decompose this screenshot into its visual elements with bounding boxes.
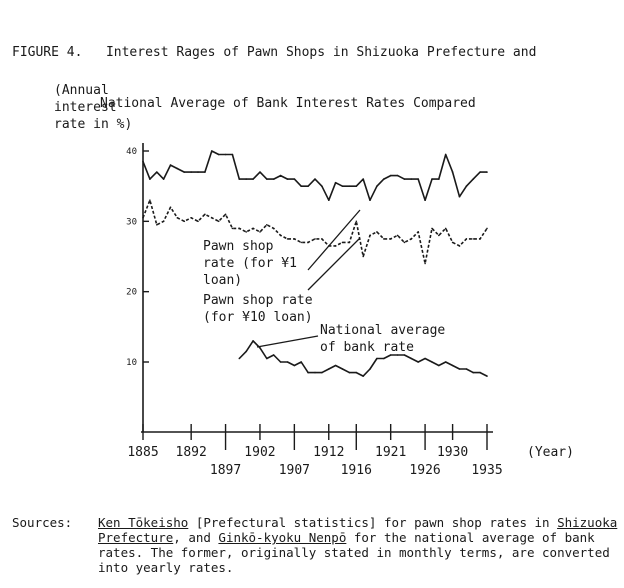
data-point-pawn-shop-rate-for-10-loan-1889 [170, 207, 172, 209]
data-point-pawn-shop-rate-for-10-loan-1900 [245, 231, 247, 233]
data-point-pawn-shop-rate-for-1-loan-1914 [342, 185, 344, 187]
data-point-pawn-shop-rate-for-1-loan-1887 [156, 171, 158, 173]
data-point-national-average-of-bank-rate-1930 [452, 365, 454, 367]
y-tick-label-10: 10 [126, 358, 137, 368]
data-point-national-average-of-bank-rate-1905 [280, 361, 282, 363]
series-line-pawn-shop-rate-for-1-loan [143, 151, 487, 200]
data-point-pawn-shop-rate-for-1-loan-1896 [218, 154, 220, 156]
annotations [203, 210, 445, 355]
data-point-pawn-shop-rate-for-10-loan-1932 [466, 238, 468, 240]
data-point-pawn-shop-rate-for-1-loan-1935 [486, 171, 488, 173]
data-point-pawn-shop-rate-for-1-loan-1891 [184, 171, 186, 173]
data-point-pawn-shop-rate-for-10-loan-1933 [472, 238, 474, 240]
data-point-pawn-shop-rate-for-1-loan-1895 [211, 150, 213, 152]
data-point-national-average-of-bank-rate-1920 [383, 358, 385, 360]
data-point-pawn-shop-rate-for-10-loan-1920 [383, 238, 385, 240]
data-point-pawn-shop-rate-for-10-loan-1897 [225, 214, 227, 216]
data-point-pawn-shop-rate-for-1-loan-1926 [424, 199, 426, 201]
data-point-national-average-of-bank-rate-1913 [335, 365, 337, 367]
data-point-pawn-shop-rate-for-1-loan-1893 [197, 171, 199, 173]
data-point-national-average-of-bank-rate-1904 [273, 354, 275, 356]
y-axis-label-line: (Annual [54, 83, 109, 98]
data-point-pawn-shop-rate-for-10-loan-1890 [177, 217, 179, 219]
annotation-1-line-2: rate (for ¥1 [203, 256, 297, 271]
data-point-national-average-of-bank-rate-1909 [307, 372, 309, 374]
data-point-pawn-shop-rate-for-10-loan-1923 [404, 242, 406, 244]
data-point-pawn-shop-rate-for-10-loan-1902 [259, 231, 261, 233]
x-tick-label-1930: 1930 [436, 445, 469, 460]
y-tick-label-30: 30 [126, 217, 137, 228]
data-point-pawn-shop-rate-for-10-loan-1931 [459, 245, 461, 247]
data-point-pawn-shop-rate-for-1-loan-1901 [252, 178, 254, 180]
data-point-pawn-shop-rate-for-10-loan-1906 [287, 238, 289, 240]
data-point-pawn-shop-rate-for-10-loan-1915 [349, 242, 351, 244]
data-point-pawn-shop-rate-for-10-loan-1922 [397, 235, 399, 237]
annotation-3-leader [257, 336, 318, 347]
data-point-pawn-shop-rate-for-1-loan-1920 [383, 178, 385, 180]
data-point-pawn-shop-rate-for-10-loan-1930 [452, 242, 454, 244]
y-tick-label-20: 20 [126, 287, 137, 298]
data-point-pawn-shop-rate-for-1-loan-1892 [190, 171, 192, 173]
x-axis-label: (Year) [527, 445, 574, 460]
x-tick-label-1902: 1902 [244, 445, 276, 460]
data-point-pawn-shop-rate-for-10-loan-1887 [156, 224, 158, 226]
source-ref-ken-tokeisho: Ken Tōkeisho [98, 515, 189, 530]
data-point-pawn-shop-rate-for-10-loan-1934 [479, 238, 481, 240]
data-point-national-average-of-bank-rate-1908 [300, 361, 302, 363]
data-point-pawn-shop-rate-for-10-loan-1899 [239, 228, 241, 230]
sources-label: Sources: [12, 515, 73, 530]
data-point-national-average-of-bank-rate-1924 [411, 358, 413, 360]
y-tick-label-40: 40 [126, 147, 137, 157]
data-point-pawn-shop-rate-for-10-loan-1893 [197, 221, 199, 223]
data-point-national-average-of-bank-rate-1919 [376, 358, 378, 360]
data-point-pawn-shop-rate-for-1-loan-1930 [452, 171, 454, 173]
data-point-pawn-shop-rate-for-1-loan-1934 [479, 171, 481, 173]
data-point-pawn-shop-rate-for-10-loan-1927 [431, 228, 433, 230]
data-point-pawn-shop-rate-for-1-loan-1928 [438, 178, 440, 180]
data-point-pawn-shop-rate-for-10-loan-1924 [411, 238, 413, 240]
source-ref-shizuoka: Shizuoka Prefecture [98, 515, 618, 545]
data-point-national-average-of-bank-rate-1912 [328, 368, 330, 370]
data-point-pawn-shop-rate-for-10-loan-1921 [390, 238, 392, 240]
x-tick-label-1935: 1935 [471, 463, 503, 478]
data-point-pawn-shop-rate-for-10-loan-1891 [184, 221, 186, 223]
data-point-pawn-shop-rate-for-1-loan-1907 [294, 178, 296, 180]
data-point-pawn-shop-rate-for-10-loan-1905 [280, 235, 282, 237]
data-point-national-average-of-bank-rate-1903 [266, 358, 268, 360]
data-point-national-average-of-bank-rate-1915 [349, 372, 351, 374]
data-point-national-average-of-bank-rate-1900 [245, 351, 247, 353]
data-point-national-average-of-bank-rate-1931 [459, 368, 461, 370]
data-point-pawn-shop-rate-for-10-loan-1903 [266, 224, 268, 226]
x-tick-label-1885: 1885 [127, 445, 159, 460]
data-point-pawn-shop-rate-for-1-loan-1889 [170, 164, 172, 166]
annotation-1-line-3: loan) [203, 273, 243, 288]
data-point-pawn-shop-rate-for-1-loan-1929 [445, 154, 447, 156]
data-point-national-average-of-bank-rate-1914 [342, 368, 344, 370]
data-point-national-average-of-bank-rate-1934 [479, 372, 481, 374]
data-point-pawn-shop-rate-for-1-loan-1890 [177, 168, 179, 170]
data-point-pawn-shop-rate-for-10-loan-1914 [342, 242, 344, 244]
data-point-national-average-of-bank-rate-1933 [472, 372, 474, 374]
data-point-pawn-shop-rate-for-10-loan-1925 [417, 231, 419, 233]
y-axis-label-line: interest [54, 100, 117, 115]
data-point-pawn-shop-rate-for-10-loan-1886 [149, 199, 151, 201]
data-point-pawn-shop-rate-for-1-loan-1924 [411, 178, 413, 180]
data-point-pawn-shop-rate-for-1-loan-1897 [225, 154, 227, 156]
x-tick-label-1916: 1916 [340, 463, 372, 478]
data-point-pawn-shop-rate-for-10-loan-1909 [307, 242, 309, 244]
data-point-pawn-shop-rate-for-10-loan-1935 [486, 228, 488, 230]
source-text-2: , and [173, 530, 219, 545]
annotation-2-line-1: Pawn shop rate [203, 293, 313, 308]
annotation-3-line-1: National average [320, 323, 446, 338]
figure-title-text-1: Interest Rages of Pawn Shops in Shizuoka Prefecture and [105, 45, 537, 60]
data-point-national-average-of-bank-rate-1926 [424, 358, 426, 360]
source-text-3: for the national average of bank rates. The former, originally stated in monthly terms, are converted into yearly rates. [98, 530, 610, 575]
data-point-pawn-shop-rate-for-1-loan-1903 [266, 178, 268, 180]
data-point-pawn-shop-rate-for-1-loan-1898 [232, 154, 234, 156]
data-point-national-average-of-bank-rate-1916 [356, 372, 358, 374]
data-point-national-average-of-bank-rate-1929 [445, 361, 447, 363]
data-point-pawn-shop-rate-for-10-loan-1892 [190, 217, 192, 219]
x-tick-label-1907: 1907 [278, 463, 311, 478]
data-point-pawn-shop-rate-for-10-loan-1911 [321, 238, 323, 240]
data-point-pawn-shop-rate-for-1-loan-1888 [163, 178, 165, 180]
y-axis [126, 143, 149, 432]
data-point-national-average-of-bank-rate-1928 [438, 365, 440, 367]
data-point-national-average-of-bank-rate-1907 [294, 365, 296, 367]
data-point-pawn-shop-rate-for-10-loan-1908 [300, 242, 302, 244]
data-point-pawn-shop-rate-for-1-loan-1925 [417, 178, 419, 180]
sources-note [12, 515, 618, 575]
data-point-pawn-shop-rate-for-1-loan-1915 [349, 185, 351, 187]
source-ref-ginko-kyoku: Ginkō-kyoku Nenpō [218, 530, 347, 545]
data-point-pawn-shop-rate-for-1-loan-1932 [466, 185, 468, 187]
data-point-pawn-shop-rate-for-1-loan-1912 [328, 199, 330, 201]
x-tick-label-1892: 1892 [175, 445, 207, 460]
data-point-pawn-shop-rate-for-10-loan-1929 [445, 228, 447, 230]
data-point-pawn-shop-rate-for-1-loan-1910 [314, 178, 316, 180]
annotation-1-line-1: Pawn shop [203, 239, 274, 254]
data-point-pawn-shop-rate-for-1-loan-1908 [300, 185, 302, 187]
data-point-national-average-of-bank-rate-1935 [486, 375, 488, 377]
data-point-pawn-shop-rate-for-10-loan-1919 [376, 231, 378, 233]
data-point-pawn-shop-rate-for-10-loan-1916 [356, 221, 358, 223]
y-axis-label [54, 83, 132, 132]
data-point-pawn-shop-rate-for-1-loan-1899 [239, 178, 241, 180]
data-point-national-average-of-bank-rate-1910 [314, 372, 316, 374]
x-tick-label-1921: 1921 [375, 445, 407, 460]
data-point-pawn-shop-rate-for-1-loan-1916 [356, 185, 358, 187]
data-point-pawn-shop-rate-for-10-loan-1907 [294, 238, 296, 240]
series-lines [142, 150, 488, 377]
data-point-pawn-shop-rate-for-1-loan-1904 [273, 178, 275, 180]
data-point-pawn-shop-rate-for-1-loan-1909 [307, 185, 309, 187]
data-point-pawn-shop-rate-for-10-loan-1928 [438, 235, 440, 237]
data-point-national-average-of-bank-rate-1927 [431, 361, 433, 363]
y-axis-label-line: rate in %) [54, 117, 133, 132]
data-point-pawn-shop-rate-for-1-loan-1919 [376, 185, 378, 187]
data-point-pawn-shop-rate-for-10-loan-1926 [424, 263, 426, 265]
annotation-1-leader [308, 210, 360, 270]
data-point-pawn-shop-rate-for-10-loan-1896 [218, 221, 220, 223]
data-point-pawn-shop-rate-for-1-loan-1911 [321, 185, 323, 187]
data-point-pawn-shop-rate-for-1-loan-1933 [472, 178, 474, 180]
data-point-national-average-of-bank-rate-1932 [466, 368, 468, 370]
series-line-pawn-shop-rate-for-10-loan [143, 200, 487, 263]
data-point-pawn-shop-rate-for-10-loan-1917 [362, 256, 364, 258]
data-point-pawn-shop-rate-for-1-loan-1931 [459, 196, 461, 198]
data-point-national-average-of-bank-rate-1918 [369, 368, 371, 370]
x-tick-label-1926: 1926 [409, 463, 441, 478]
sources-body [98, 515, 618, 575]
data-point-pawn-shop-rate-for-1-loan-1900 [245, 178, 247, 180]
annotation-2-line-2: (for ¥10 loan) [203, 310, 313, 325]
data-point-pawn-shop-rate-for-1-loan-1902 [259, 171, 261, 173]
data-point-pawn-shop-rate-for-1-loan-1913 [335, 182, 337, 184]
figure-title-line-2: National Average of Bank Interest Rates Compared [100, 96, 476, 111]
data-point-national-average-of-bank-rate-1901 [252, 340, 254, 342]
data-point-pawn-shop-rate-for-1-loan-1894 [204, 171, 206, 173]
data-point-pawn-shop-rate-for-10-loan-1918 [369, 235, 371, 237]
data-point-pawn-shop-rate-for-10-loan-1898 [232, 228, 234, 230]
data-point-pawn-shop-rate-for-1-loan-1885 [142, 161, 144, 163]
data-point-pawn-shop-rate-for-10-loan-1901 [252, 228, 254, 230]
data-point-national-average-of-bank-rate-1902 [259, 347, 261, 349]
source-text-1: [Prefectural statistics] for pawn shop rates in [188, 515, 558, 530]
data-point-national-average-of-bank-rate-1906 [287, 361, 289, 363]
data-point-pawn-shop-rate-for-1-loan-1923 [404, 178, 406, 180]
data-point-pawn-shop-rate-for-1-loan-1917 [362, 178, 364, 180]
data-point-pawn-shop-rate-for-10-loan-1894 [204, 214, 206, 216]
x-tick-label-1897: 1897 [209, 463, 242, 478]
data-point-pawn-shop-rate-for-1-loan-1918 [369, 199, 371, 201]
data-point-pawn-shop-rate-for-1-loan-1927 [431, 178, 433, 180]
data-point-pawn-shop-rate-for-10-loan-1888 [163, 221, 165, 223]
data-point-pawn-shop-rate-for-1-loan-1906 [287, 178, 289, 180]
data-point-pawn-shop-rate-for-10-loan-1913 [335, 245, 337, 247]
data-point-pawn-shop-rate-for-1-loan-1905 [280, 175, 282, 177]
figure-label: FIGURE 4. [12, 45, 83, 60]
annotation-3-line-2: of bank rate [320, 340, 414, 355]
data-point-pawn-shop-rate-for-10-loan-1895 [211, 217, 213, 219]
data-point-pawn-shop-rate-for-10-loan-1904 [273, 228, 275, 230]
data-point-national-average-of-bank-rate-1911 [321, 372, 323, 374]
data-point-pawn-shop-rate-for-10-loan-1910 [314, 238, 316, 240]
x-tick-label-1912: 1912 [313, 445, 345, 460]
data-point-pawn-shop-rate-for-1-loan-1921 [390, 175, 392, 177]
data-point-pawn-shop-rate-for-10-loan-1885 [142, 217, 144, 219]
data-point-pawn-shop-rate-for-1-loan-1886 [149, 178, 151, 180]
x-axis [127, 424, 574, 478]
data-point-national-average-of-bank-rate-1899 [239, 358, 241, 360]
data-point-national-average-of-bank-rate-1925 [417, 361, 419, 363]
data-point-national-average-of-bank-rate-1917 [362, 375, 364, 377]
data-point-pawn-shop-rate-for-1-loan-1922 [397, 175, 399, 177]
